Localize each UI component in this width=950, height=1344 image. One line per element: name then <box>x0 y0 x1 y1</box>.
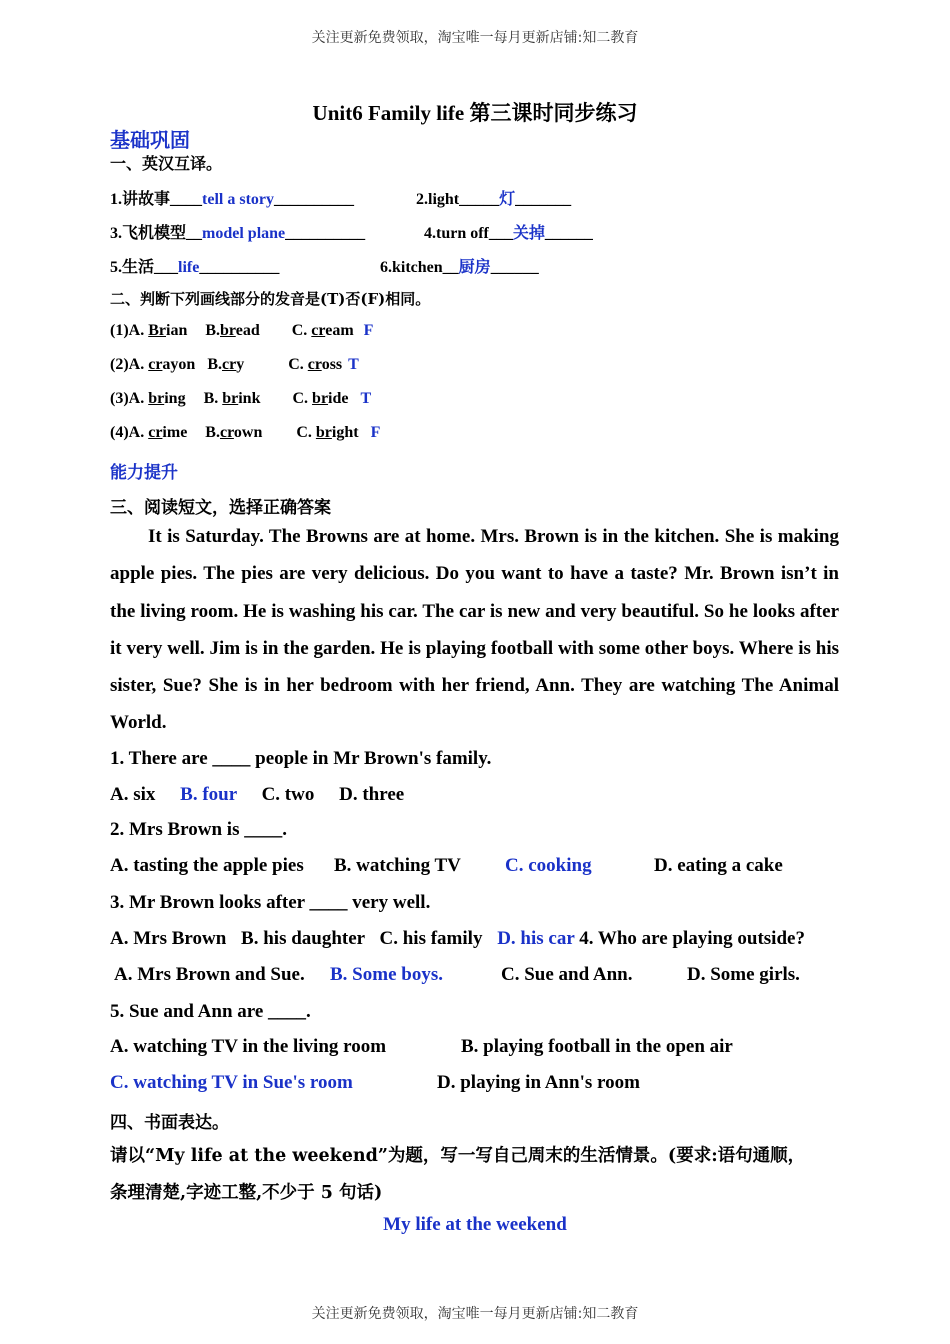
word-rest: ide <box>328 390 349 407</box>
section-heading-advanced: 能力提升 <box>110 463 178 483</box>
word-rest: y <box>236 356 245 373</box>
option-d-answer: D. his car <box>497 928 575 949</box>
option-label: C. <box>288 356 308 373</box>
row-num: (4)A. <box>110 424 149 441</box>
question-5-option-a: A. watching TV in the living room <box>110 1036 387 1057</box>
item-blank: __________ <box>285 225 366 242</box>
option-label: B. <box>203 390 223 407</box>
item-blank: __________ <box>199 259 280 276</box>
question-4-option-d: D. Some girls. <box>687 964 800 985</box>
question-5-option-d: D. playing in Ann's room <box>437 1072 640 1093</box>
word-rest: ink <box>238 390 261 407</box>
word-rest: ian <box>166 322 188 339</box>
item-prompt: 4.turn off___ <box>424 225 513 242</box>
phonics-answer: F <box>363 322 374 339</box>
word-rest: ayon <box>162 356 196 373</box>
option-label: B. <box>207 356 222 373</box>
word-rest: ead <box>235 322 260 339</box>
translation-item-6 <box>380 254 539 277</box>
phonics-answer: T <box>360 390 372 407</box>
page-title: Unit6 Family life 第三课时同步练习 <box>312 101 638 125</box>
underlined-letters: cr <box>148 424 163 441</box>
question-2-option-a: A. tasting the apple pies <box>110 855 304 876</box>
item-prompt: 3.飞机模型__ <box>110 225 203 242</box>
item-blank: __________ <box>274 191 354 208</box>
underlined-letters: br <box>222 390 239 407</box>
option-label: B. <box>205 424 220 441</box>
underlined-letters: cr <box>311 322 326 339</box>
translation-item-2 <box>416 186 571 209</box>
option-label: C. <box>292 390 313 407</box>
writing-title: My life at the weekend <box>383 1214 567 1235</box>
underlined-letters: cr <box>148 356 163 373</box>
option-label: C. <box>291 322 312 339</box>
phonics-row-4 <box>110 424 380 442</box>
item-answer: life <box>178 259 200 276</box>
underlined-letters: br <box>312 390 329 407</box>
item-blank: ______ <box>544 225 593 242</box>
option-b-answer: B. four <box>180 784 237 805</box>
question-4-stem: 4. Who are playing outside? <box>579 928 805 949</box>
item-prompt: 6.kitchen__ <box>380 259 459 276</box>
word-rest: eam <box>325 322 354 339</box>
word-rest: ime <box>162 424 188 441</box>
underlined-letters: cr <box>307 356 322 373</box>
part3-title: 三、阅读短文，选择正确答案 <box>110 498 331 518</box>
phonics-answer: T <box>348 356 359 373</box>
writing-prompt-line-2: 条理清楚,字迹工整,不少于 5 句话) <box>110 1183 383 1203</box>
item-answer: 关掉 <box>512 225 545 242</box>
underlined-letters: br <box>220 322 236 339</box>
item-answer: 灯 <box>499 191 516 208</box>
phonics-row-2 <box>110 356 359 374</box>
question-2-stem: 2. Mrs Brown is ____. <box>110 819 287 840</box>
phonics-row-3 <box>110 390 371 408</box>
row-num: (2)A. <box>110 356 149 373</box>
item-answer: model plane <box>202 225 286 242</box>
item-blank: _______ <box>515 191 572 208</box>
translation-item-3 <box>110 220 365 243</box>
translation-item-5 <box>110 254 279 277</box>
option-label: C. <box>296 424 316 441</box>
part4-title: 四、书面表达。 <box>110 1113 229 1133</box>
question-5-option-b: B. playing football in the open air <box>461 1036 733 1057</box>
question-2-option-d: D. eating a cake <box>654 855 783 876</box>
item-answer: 厨房 <box>458 259 491 276</box>
question-4-option-c: C. Sue and Ann. <box>501 964 633 985</box>
question-3-options <box>110 928 805 950</box>
page-header: 关注更新免费领取，淘宝唯一每月更新店铺:知二教育 <box>311 30 639 46</box>
underlined-letters: br <box>315 424 332 441</box>
option-c: C. his family <box>379 928 483 949</box>
option-c: C. two <box>261 784 315 805</box>
writing-prompt-line-1: 请以“My life at the weekend”为题，写一写自己周末的生活情景。(要求:语句通顺， <box>110 1146 806 1166</box>
question-5-option-c-answer: C. watching TV in Sue's room <box>110 1072 353 1093</box>
question-4-option-a: A. Mrs Brown and Sue. <box>114 964 305 985</box>
phonics-row-1 <box>110 322 373 340</box>
item-answer: tell a story <box>202 191 274 208</box>
word-rest: ight <box>331 424 359 441</box>
question-2-option-c-answer: C. cooking <box>505 855 592 876</box>
item-prompt: 1.讲故事____ <box>110 191 203 208</box>
translation-item-4 <box>424 220 593 243</box>
question-2-option-b: B. watching TV <box>334 855 461 876</box>
row-num: (3)A. <box>110 390 149 407</box>
underlined-letters: cr <box>219 424 234 441</box>
question-3-stem: 3. Mr Brown looks after ____ very well. <box>110 892 431 913</box>
part2-title: 二、判断下列画线部分的发音是(T)否(F)相同。 <box>110 290 431 308</box>
underlined-letters: br <box>148 390 165 407</box>
question-1-options <box>110 784 404 806</box>
part1-title: 一、英汉互译。 <box>110 154 223 173</box>
reading-passage: It is Saturday. The Browns are at home. Mrs. Brown is in the kitchen. She is making apple pies. The pies are very delicious. Do you want to have a taste? Mr. Brown isn’t in the living room. He is washing his car. The car is new and very beautiful. So he looks after it very well. Jim is in the garden. He is playing football with some other boys. Where is his sister, Sue? She is in her bedroom with her friend, Ann. They are watching The Animal World. <box>110 526 839 734</box>
item-blank: ______ <box>490 259 539 276</box>
question-5-stem: 5. Sue and Ann are ____. <box>110 1001 311 1022</box>
question-1-stem: 1. There are ____ people in Mr Brown's family. <box>110 748 492 769</box>
word-rest: oss <box>321 356 343 373</box>
item-prompt: 5.生活___ <box>110 259 179 276</box>
page-footer: 关注更新免费领取，淘宝唯一每月更新店铺:知二教育 <box>311 1306 639 1322</box>
option-d: D. three <box>339 784 405 805</box>
option-b: B. his daughter <box>241 928 365 949</box>
underlined-letters: Br <box>148 322 166 339</box>
underlined-letters: cr <box>222 356 237 373</box>
word-rest: own <box>233 424 263 441</box>
phonics-answer: F <box>370 424 381 441</box>
option-label: B. <box>205 322 221 339</box>
question-4-option-b-answer: B. Some boys. <box>330 964 443 985</box>
option-a: A. Mrs Brown <box>110 928 227 949</box>
item-prompt: 2.light_____ <box>416 191 500 208</box>
translation-item-1 <box>110 186 354 209</box>
word-rest: ing <box>164 390 186 407</box>
option-a: A. six <box>110 784 156 805</box>
section-heading-basic: 基础巩固 <box>110 128 190 152</box>
row-num: (1)A. <box>110 322 149 339</box>
